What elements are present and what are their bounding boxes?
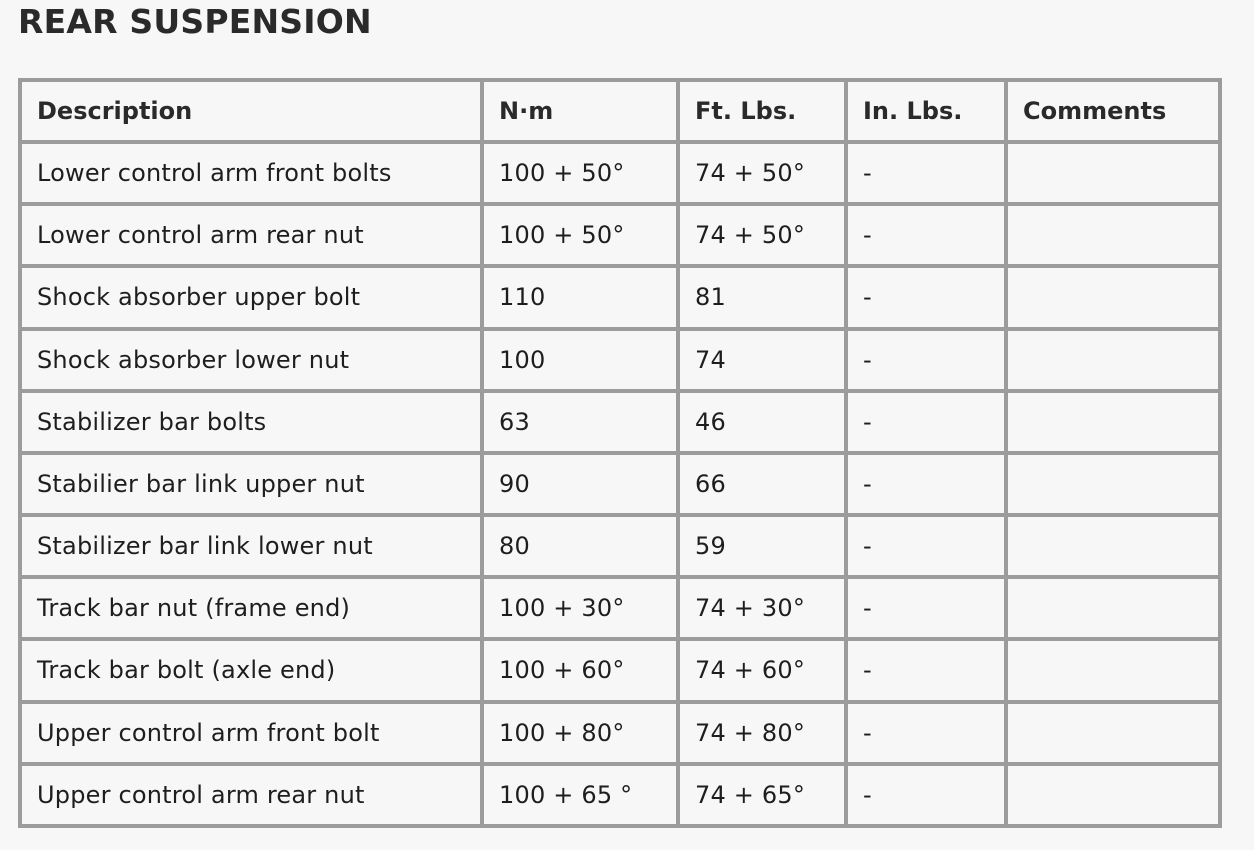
cell-newton-meters: 100 + 65 ° [484,766,680,828]
cell-description: Upper control arm front bolt [22,704,484,766]
cell-foot-pounds: 59 [680,517,848,579]
cell-foot-pounds: 74 + 50° [680,144,848,206]
cell-foot-pounds: 74 + 80° [680,704,848,766]
table-row [22,331,1222,393]
cell-comments [1008,641,1222,703]
cell-description: Track bar nut (frame end) [22,579,484,641]
cell-inch-pounds: - [848,641,1008,703]
cell-inch-pounds: - [848,268,1008,330]
header-foot-pounds: Ft. Lbs. [680,82,848,144]
cell-inch-pounds: - [848,579,1008,641]
cell-inch-pounds: - [848,206,1008,268]
cell-comments [1008,579,1222,641]
cell-description: Upper control arm rear nut [22,766,484,828]
table-row [22,206,1222,268]
cell-description: Lower control arm front bolts [22,144,484,206]
cell-comments [1008,144,1222,206]
table-row [22,766,1222,828]
cell-foot-pounds: 46 [680,393,848,455]
cell-description: Stabilizer bar bolts [22,393,484,455]
header-newton-meters: N·m [484,82,680,144]
cell-newton-meters: 90 [484,455,680,517]
torque-spec-table [18,78,1222,828]
cell-foot-pounds: 74 + 50° [680,206,848,268]
cell-foot-pounds: 74 + 65° [680,766,848,828]
cell-newton-meters: 110 [484,268,680,330]
cell-newton-meters: 80 [484,517,680,579]
cell-newton-meters: 100 + 60° [484,641,680,703]
table-row [22,455,1222,517]
header-comments: Comments [1008,82,1222,144]
cell-description: Shock absorber lower nut [22,331,484,393]
cell-description: Shock absorber upper bolt [22,268,484,330]
cell-comments [1008,393,1222,455]
cell-comments [1008,206,1222,268]
cell-inch-pounds: - [848,455,1008,517]
cell-comments [1008,766,1222,828]
table-row [22,704,1222,766]
table-row [22,144,1222,206]
table-row [22,517,1222,579]
cell-description: Track bar bolt (axle end) [22,641,484,703]
cell-newton-meters: 100 + 50° [484,144,680,206]
cell-comments [1008,455,1222,517]
cell-inch-pounds: - [848,704,1008,766]
cell-newton-meters: 100 [484,331,680,393]
cell-newton-meters: 100 + 50° [484,206,680,268]
cell-inch-pounds: - [848,517,1008,579]
cell-inch-pounds: - [848,331,1008,393]
cell-newton-meters: 100 + 30° [484,579,680,641]
cell-description: Stabilizer bar link lower nut [22,517,484,579]
cell-foot-pounds: 74 + 60° [680,641,848,703]
cell-comments [1008,268,1222,330]
page-title: REAR SUSPENSION [18,2,372,41]
table-row [22,393,1222,455]
cell-inch-pounds: - [848,393,1008,455]
header-description: Description [22,82,484,144]
cell-foot-pounds: 74 [680,331,848,393]
cell-description: Lower control arm rear nut [22,206,484,268]
cell-inch-pounds: - [848,766,1008,828]
table-row [22,641,1222,703]
cell-comments [1008,517,1222,579]
header-inch-pounds: In. Lbs. [848,82,1008,144]
cell-comments [1008,331,1222,393]
cell-foot-pounds: 81 [680,268,848,330]
cell-inch-pounds: - [848,144,1008,206]
cell-foot-pounds: 74 + 30° [680,579,848,641]
cell-comments [1008,704,1222,766]
cell-newton-meters: 63 [484,393,680,455]
table-row [22,268,1222,330]
cell-foot-pounds: 66 [680,455,848,517]
cell-description: Stabilier bar link upper nut [22,455,484,517]
table-header-row [22,82,1222,144]
table-row [22,579,1222,641]
cell-newton-meters: 100 + 80° [484,704,680,766]
